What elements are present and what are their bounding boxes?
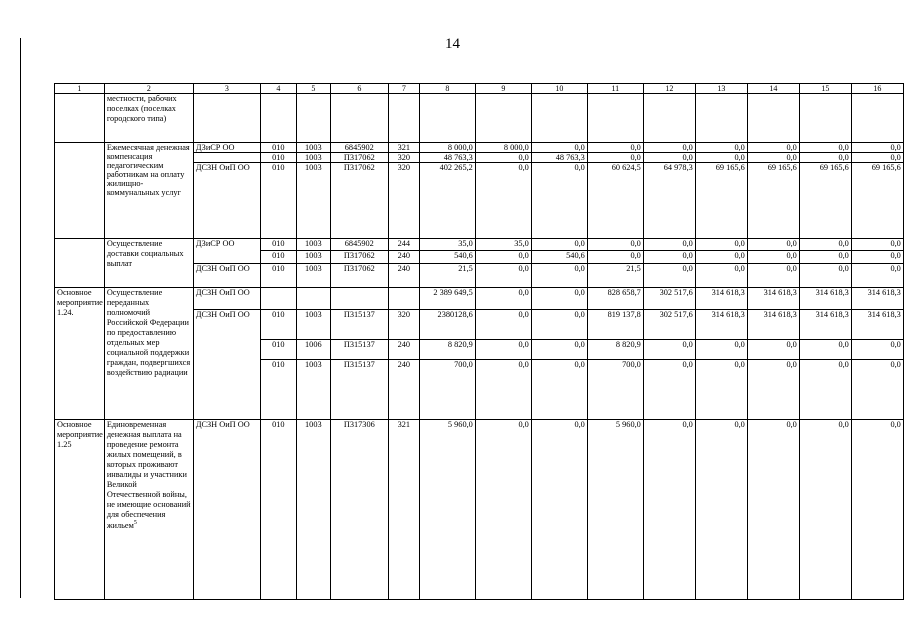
- value-cell: П315137: [330, 360, 388, 420]
- value-cell: П317062: [330, 153, 388, 163]
- page-number: 14: [445, 36, 460, 52]
- column-number: 2: [104, 84, 193, 94]
- empty-cell: [851, 94, 903, 143]
- value-cell: П315137: [330, 340, 388, 360]
- name-cell: местности, рабочих поселках (поселках городского типа): [104, 94, 193, 143]
- column-number: 9: [475, 84, 531, 94]
- empty-cell: [695, 94, 747, 143]
- value-cell: 0,0: [643, 239, 695, 251]
- column-number: 7: [388, 84, 419, 94]
- label-cell: [55, 143, 105, 239]
- value-cell: 314 618,3: [851, 310, 903, 340]
- value-cell: 0,0: [851, 360, 903, 420]
- header-row: [55, 84, 904, 94]
- empty-cell: [799, 94, 851, 143]
- value-cell: 0,0: [643, 264, 695, 288]
- empty-cell: [475, 94, 531, 143]
- name-cell: Ежемесячная денежная компенсация педагогическим работникам на оплату жилищно-коммунальных услуг: [104, 143, 193, 239]
- value-cell: 0,0: [475, 153, 531, 163]
- executor-cell: ДСЗН ОиП ОО: [193, 420, 260, 600]
- value-cell: 0,0: [799, 264, 851, 288]
- value-cell: 21,5: [419, 264, 475, 288]
- value-cell: 0,0: [587, 239, 643, 251]
- value-cell: 0,0: [695, 251, 747, 264]
- value-cell: 010: [260, 264, 296, 288]
- value-cell: 010: [260, 360, 296, 420]
- name-cell: [104, 420, 193, 600]
- value-cell: 314 618,3: [695, 288, 747, 310]
- value-cell: 0,0: [851, 340, 903, 360]
- value-cell: 700,0: [587, 360, 643, 420]
- column-number: 10: [531, 84, 587, 94]
- value-cell: 819 137,8: [587, 310, 643, 340]
- value-cell: 0,0: [747, 264, 799, 288]
- value-cell: 0,0: [695, 340, 747, 360]
- value-cell: 314 618,3: [799, 288, 851, 310]
- name-text: Единовременная денежная выплата на проведение ремонта жилых помещений, в которых проживают инвалиды и участники Великой Отечественной войны, не имеющие оснований для обеспечения жильем: [106, 420, 191, 530]
- column-number: 4: [260, 84, 296, 94]
- value-cell: 320: [388, 310, 419, 340]
- value-cell: 1003: [296, 143, 330, 153]
- value-cell: 1003: [296, 360, 330, 420]
- value-cell: 1003: [296, 310, 330, 340]
- value-cell: 0,0: [747, 251, 799, 264]
- value-cell: 0,0: [475, 360, 531, 420]
- margin-line: [20, 38, 21, 598]
- value-cell: 0,0: [695, 153, 747, 163]
- value-cell: 0,0: [695, 420, 747, 600]
- value-cell: 828 658,7: [587, 288, 643, 310]
- value-cell: 0,0: [851, 143, 903, 153]
- empty-cell: [419, 94, 475, 143]
- value-cell: 0,0: [695, 239, 747, 251]
- value-cell: 0,0: [531, 310, 587, 340]
- value-cell: [296, 288, 330, 310]
- value-cell: 402 265,2: [419, 163, 475, 239]
- value-cell: 69 165,6: [851, 163, 903, 239]
- value-cell: 314 618,3: [747, 310, 799, 340]
- value-cell: 1003: [296, 264, 330, 288]
- value-cell: 0,0: [799, 143, 851, 153]
- value-cell: 0,0: [851, 153, 903, 163]
- empty-cell: [587, 94, 643, 143]
- value-cell: 0,0: [531, 143, 587, 153]
- value-cell: 64 978,3: [643, 163, 695, 239]
- value-cell: 69 165,6: [695, 163, 747, 239]
- value-cell: 0,0: [747, 143, 799, 153]
- value-cell: 010: [260, 310, 296, 340]
- value-cell: 0,0: [531, 239, 587, 251]
- value-cell: 0,0: [747, 360, 799, 420]
- column-number: 12: [643, 84, 695, 94]
- value-cell: 0,0: [695, 264, 747, 288]
- value-cell: 0,0: [799, 340, 851, 360]
- value-cell: 60 624,5: [587, 163, 643, 239]
- value-cell: 0,0: [851, 239, 903, 251]
- value-cell: 1003: [296, 239, 330, 251]
- value-cell: 0,0: [747, 340, 799, 360]
- empty-cell: [531, 94, 587, 143]
- table-row: [55, 288, 904, 310]
- name-cell: Осуществление доставки социальных выплат: [104, 239, 193, 288]
- value-cell: 314 618,3: [799, 310, 851, 340]
- value-cell: 302 517,6: [643, 288, 695, 310]
- value-cell: 48 763,3: [419, 153, 475, 163]
- column-number: 3: [193, 84, 260, 94]
- value-cell: 0,0: [643, 143, 695, 153]
- value-cell: 0,0: [531, 264, 587, 288]
- value-cell: 0,0: [851, 264, 903, 288]
- value-cell: 48 763,3: [531, 153, 587, 163]
- value-cell: 010: [260, 420, 296, 600]
- empty-cell: [193, 94, 260, 143]
- value-cell: 0,0: [747, 420, 799, 600]
- executor-cell: ДЗиСР ОО: [193, 143, 260, 153]
- value-cell: 35,0: [475, 239, 531, 251]
- value-cell: 240: [388, 340, 419, 360]
- value-cell: 0,0: [851, 251, 903, 264]
- column-number: 13: [695, 84, 747, 94]
- value-cell: [388, 288, 419, 310]
- value-cell: 314 618,3: [747, 288, 799, 310]
- value-cell: 320: [388, 153, 419, 163]
- value-cell: 0,0: [475, 288, 531, 310]
- value-cell: 0,0: [643, 360, 695, 420]
- value-cell: 0,0: [695, 143, 747, 153]
- value-cell: 1006: [296, 340, 330, 360]
- budget-table: [54, 83, 904, 600]
- value-cell: 8 000,0: [475, 143, 531, 153]
- label-cell: [55, 239, 105, 288]
- executor-cell: ДСЗН ОиП ОО: [193, 288, 260, 310]
- value-cell: 0,0: [799, 251, 851, 264]
- footnote-mark: 5: [133, 519, 137, 526]
- value-cell: 8 000,0: [419, 143, 475, 153]
- empty-cell: [330, 94, 388, 143]
- column-number: 15: [799, 84, 851, 94]
- value-cell: 240: [388, 264, 419, 288]
- column-number: 6: [330, 84, 388, 94]
- value-cell: 320: [388, 163, 419, 239]
- value-cell: 0,0: [475, 264, 531, 288]
- table-row: [55, 420, 904, 600]
- value-cell: 700,0: [419, 360, 475, 420]
- value-cell: 0,0: [643, 251, 695, 264]
- value-cell: 0,0: [587, 251, 643, 264]
- executor-cell: ДЗиСР ОО: [193, 239, 260, 264]
- value-cell: 2 389 649,5: [419, 288, 475, 310]
- value-cell: 6845902: [330, 239, 388, 251]
- value-cell: 0,0: [531, 420, 587, 600]
- column-number: 8: [419, 84, 475, 94]
- value-cell: 0,0: [475, 310, 531, 340]
- value-cell: 21,5: [587, 264, 643, 288]
- value-cell: 244: [388, 239, 419, 251]
- value-cell: 8 820,9: [419, 340, 475, 360]
- empty-cell: [747, 94, 799, 143]
- value-cell: 0,0: [475, 163, 531, 239]
- value-cell: 0,0: [695, 360, 747, 420]
- value-cell: 0,0: [747, 239, 799, 251]
- value-cell: 0,0: [587, 143, 643, 153]
- column-number: 14: [747, 84, 799, 94]
- empty-cell: [388, 94, 419, 143]
- value-cell: 6845902: [330, 143, 388, 153]
- value-cell: 0,0: [851, 420, 903, 600]
- value-cell: 2380128,6: [419, 310, 475, 340]
- value-cell: П317062: [330, 163, 388, 239]
- value-cell: 010: [260, 153, 296, 163]
- value-cell: 0,0: [799, 153, 851, 163]
- name-cell: Осуществление переданных полномочий Российской Федерации по предоставлению отдельных мер социальной поддержки граждан, подвергшихся воздействию радиации: [104, 288, 193, 420]
- column-number: 16: [851, 84, 903, 94]
- executor-cell: ДСЗН ОиП ОО: [193, 163, 260, 239]
- executor-cell: ДСЗН ОиП ОО: [193, 264, 260, 288]
- value-cell: 321: [388, 143, 419, 153]
- value-cell: 010: [260, 163, 296, 239]
- empty-cell: [643, 94, 695, 143]
- executor-cell: [193, 153, 260, 163]
- value-cell: 010: [260, 340, 296, 360]
- value-cell: 0,0: [643, 153, 695, 163]
- value-cell: 0,0: [475, 420, 531, 600]
- event-label: Основное мероприятие 1.24.: [55, 288, 105, 420]
- value-cell: 540,6: [419, 251, 475, 264]
- value-cell: 010: [260, 239, 296, 251]
- value-cell: 240: [388, 251, 419, 264]
- value-cell: 1003: [296, 420, 330, 600]
- value-cell: П317062: [330, 251, 388, 264]
- value-cell: 0,0: [643, 420, 695, 600]
- table-row: [55, 239, 904, 251]
- column-number: 5: [296, 84, 330, 94]
- value-cell: 0,0: [531, 340, 587, 360]
- value-cell: 0,0: [475, 340, 531, 360]
- value-cell: 1003: [296, 163, 330, 239]
- value-cell: 321: [388, 420, 419, 600]
- value-cell: 5 960,0: [587, 420, 643, 600]
- value-cell: П317306: [330, 420, 388, 600]
- value-cell: П315137: [330, 310, 388, 340]
- value-cell: 0,0: [643, 340, 695, 360]
- value-cell: 302 517,6: [643, 310, 695, 340]
- value-cell: 0,0: [799, 420, 851, 600]
- value-cell: 010: [260, 251, 296, 264]
- value-cell: 0,0: [747, 153, 799, 163]
- value-cell: 35,0: [419, 239, 475, 251]
- value-cell: 0,0: [799, 360, 851, 420]
- table-row: [55, 143, 904, 153]
- value-cell: 314 618,3: [851, 288, 903, 310]
- value-cell: 1003: [296, 153, 330, 163]
- value-cell: П317062: [330, 264, 388, 288]
- value-cell: 0,0: [799, 239, 851, 251]
- value-cell: 540,6: [531, 251, 587, 264]
- value-cell: 0,0: [475, 251, 531, 264]
- value-cell: 240: [388, 360, 419, 420]
- value-cell: 314 618,3: [695, 310, 747, 340]
- executor-cell: ДСЗН ОиП ОО: [193, 310, 260, 420]
- value-cell: 8 820,9: [587, 340, 643, 360]
- column-number: 11: [587, 84, 643, 94]
- column-number: 1: [55, 84, 105, 94]
- empty-cell: [296, 94, 330, 143]
- value-cell: 69 165,6: [799, 163, 851, 239]
- value-cell: [260, 288, 296, 310]
- value-cell: 5 960,0: [419, 420, 475, 600]
- label-cell: [55, 94, 105, 143]
- value-cell: 0,0: [531, 360, 587, 420]
- event-label: Основное мероприятие 1.25: [55, 420, 105, 600]
- empty-cell: [260, 94, 296, 143]
- value-cell: 69 165,6: [747, 163, 799, 239]
- value-cell: 010: [260, 143, 296, 153]
- table-row: [55, 94, 904, 143]
- value-cell: 0,0: [531, 163, 587, 239]
- value-cell: 0,0: [587, 153, 643, 163]
- value-cell: [330, 288, 388, 310]
- value-cell: 1003: [296, 251, 330, 264]
- value-cell: 0,0: [531, 288, 587, 310]
